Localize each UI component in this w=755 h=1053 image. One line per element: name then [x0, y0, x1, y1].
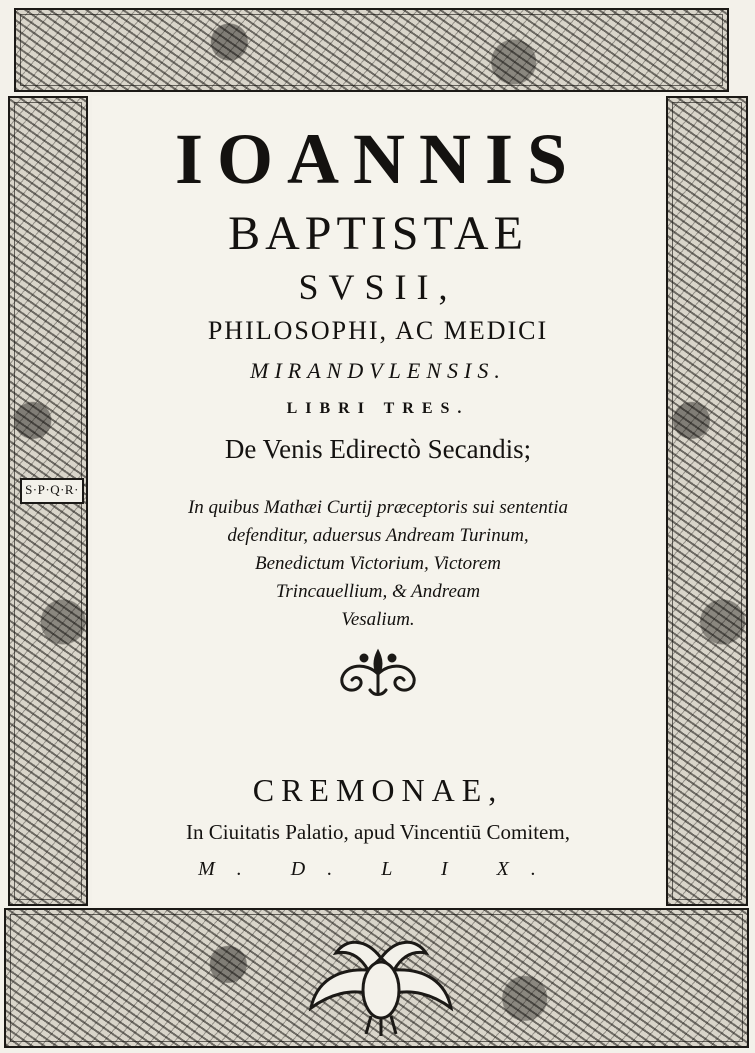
- subtitle-line: Trincauellium, & Andream: [275, 581, 481, 602]
- woodcut-border-bottom: [4, 908, 749, 1048]
- libri-tres: LIBRI TRES.: [286, 400, 470, 417]
- spqr-plate: S·P·Q·R·: [20, 478, 84, 504]
- woodcut-border-top: [14, 8, 729, 92]
- fleuron-ornament-icon: [330, 644, 426, 700]
- subtitle-line: Benedictum Victorium, Victorem: [254, 553, 502, 574]
- author-titles: PHILOSOPHI, AC MEDICI: [207, 316, 549, 345]
- woodcut-border-right: [666, 96, 748, 906]
- author-middle-name: BAPTISTAE: [228, 207, 528, 260]
- imprint-city: CREMONAE,: [252, 772, 504, 808]
- author-first-name: IOANNIS: [174, 119, 582, 199]
- woodcut-border-left: [8, 96, 88, 906]
- subtitle-block: [112, 494, 644, 634]
- subtitle-line: In quibus Mathæi Curtij præceptoris sui sententia: [187, 497, 568, 518]
- subtitle-line: defenditur, aduersus Andream Turinum,: [227, 525, 529, 546]
- work-title: De Venis Edirectò Secandis;: [224, 434, 532, 464]
- double-headed-eagle-icon: [306, 928, 456, 1038]
- author-origin: MIRANDVLENSIS.: [250, 358, 506, 383]
- author-surname: SVSII,: [298, 267, 458, 307]
- imprint-date: M. D. L I X.: [198, 858, 558, 880]
- subtitle-line: Vesalium.: [341, 609, 415, 630]
- imprint-publisher: In Ciuitatis Palatio, apud Vincentiū Comitem,: [186, 820, 570, 844]
- text-panel: [92, 96, 664, 906]
